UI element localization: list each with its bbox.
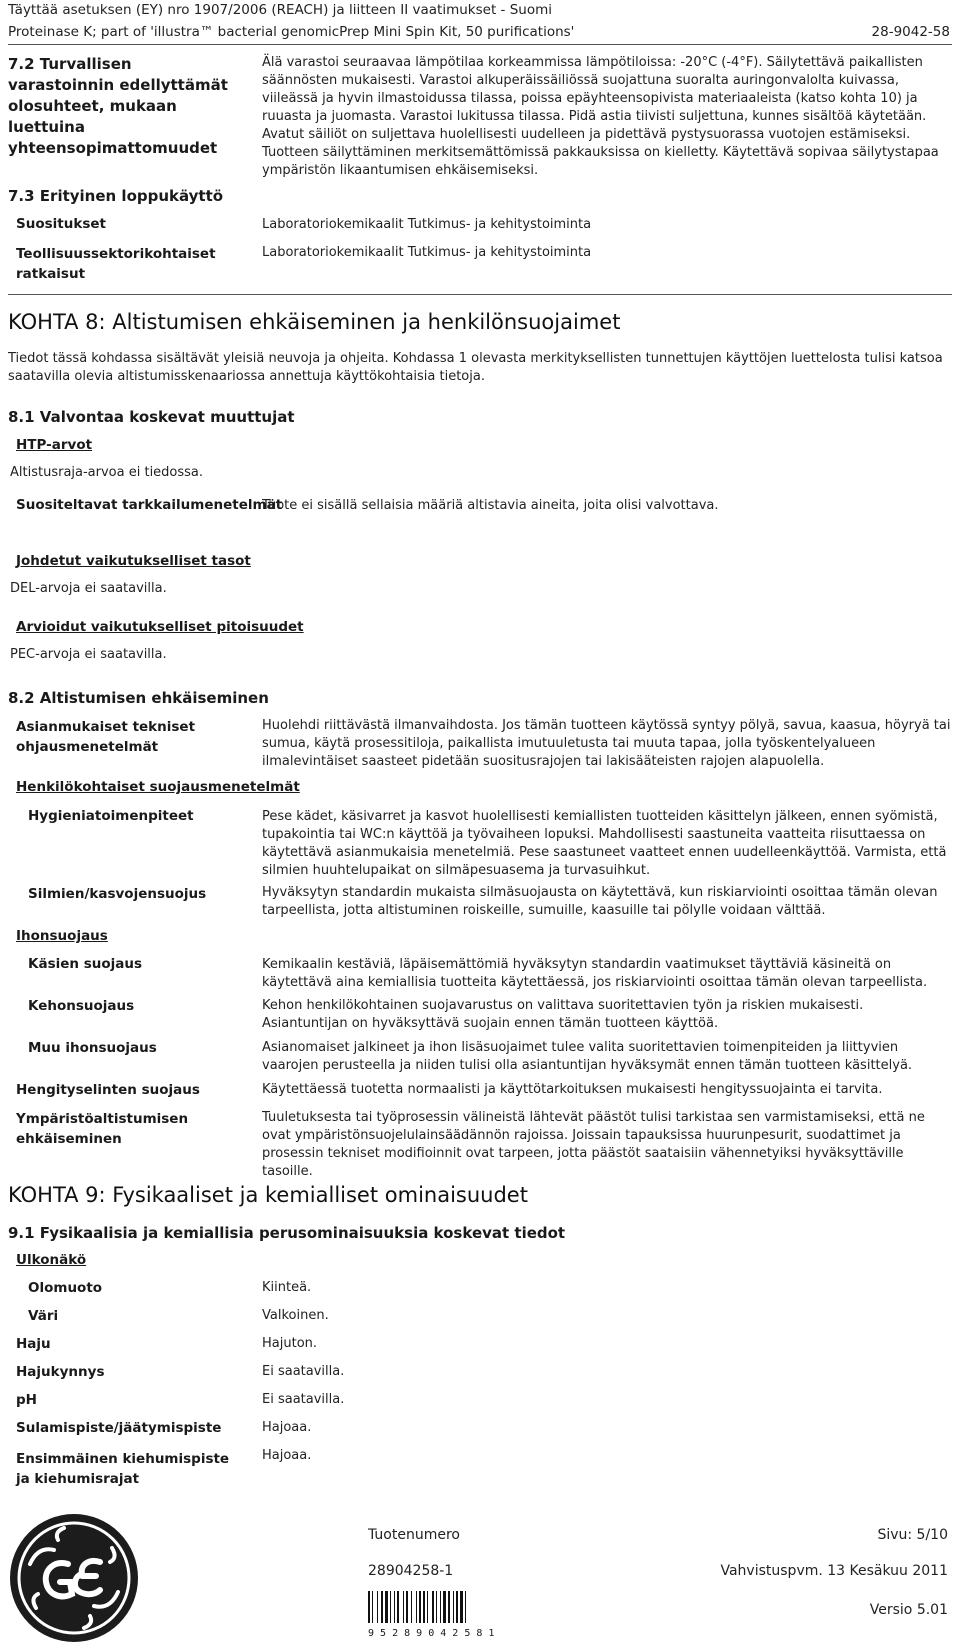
section-8-title: KOHTA 8: Altistumisen ehkäiseminen ja henkilönsuojaimet	[8, 310, 621, 334]
pnec-label: Arvioidut vaikutukselliset pitoisuudet	[16, 619, 304, 635]
odor-label: Haju	[16, 1336, 51, 1352]
product-number-value: 28904258-1	[368, 1563, 454, 1579]
engineering-controls-value: Huolehdi riittävästä ilmanvaihdosta. Jos tämän tuotteen käytössä syntyy pölyä, savua, kaasua, höyryä tai sumua, käytä prosessitiloja, paikallista imutuuletusta tai muuta tapaa, jolla työskentelyalueen ilmalevintäiset saasteet pidetään suositusrajojen tai lakisääteisten rajojen alapuolella.	[262, 718, 951, 769]
validation-date: Vahvistuspvm. 13 Kesäkuu 2011	[720, 1563, 948, 1579]
boiling-point-label: Ensimmäinen kiehumispiste ja kiehumisrajat	[16, 1451, 230, 1487]
hand-protection-label: Käsien suojaus	[28, 956, 143, 972]
physical-state-value: Kiinteä.	[262, 1280, 312, 1295]
barcode	[368, 1591, 504, 1639]
header-product-code: 28-9042-58	[871, 24, 950, 40]
environmental-exposure-value: Tuuletuksesta tai työprosessin välineistä lähtevät päästöt tulisi tarkistaa sen varmistamiseksi, että ne ovat ympäristönsuojelulainsäädännön rajoissa. Joissain tapauksissa huurunpesurit, suodattimet ja prosessin tekniset modifioinnit ovat tarpeen, jotta päästöt saataisiin vähennetyiksi hyväksyttäville tasoille.	[262, 1110, 925, 1179]
engineering-controls-label: Asianmukaiset tekniset ohjausmenetelmät	[16, 719, 196, 755]
section-7-3-label: 7.3 Erityinen loppukäyttö	[8, 187, 224, 205]
ph-value: Ei saatavilla.	[262, 1392, 345, 1407]
dnel-label: Johdetut vaikutukselliset tasot	[16, 553, 251, 569]
header-product-name: Proteinase K; part of 'illustra™ bacterial genomicPrep Mini Spin Kit, 50 purifications'	[8, 24, 575, 40]
section-9-1-label: 9.1 Fysikaalisia ja kemiallisia perusominaisuuksia koskevat tiedot	[8, 1224, 566, 1242]
color-label: Väri	[28, 1308, 59, 1324]
section-divider	[8, 294, 952, 295]
header-regulation: Täyttää asetuksen (EY) nro 1907/2006 (REACH) ja liitteen II vaatimukset - Suomi	[8, 2, 552, 18]
eye-protection-value: Hyväksytyn standardin mukaista silmäsuojausta on käytettävä, kun riskiarviointi osoittaa tämän olevan tarpeellista, jotta altistuminen roiskeille, sumuille, kaasuille tai pölylle voidaan välttää.	[262, 885, 938, 918]
section-9-title: KOHTA 9: Fysikaaliset ja kemialliset ominaisuudet	[8, 1183, 528, 1207]
appearance-label: Ulkonäkö	[16, 1252, 87, 1268]
environmental-exposure-label: Ympäristöaltistumisen ehkäiseminen	[16, 1111, 189, 1147]
section-8-2-label: 8.2 Altistumisen ehkäiseminen	[8, 689, 269, 707]
htp-values-label: HTP-arvot	[16, 437, 93, 453]
respiratory-protection-value: Käytettäessä tuotetta normaalisti ja käyttötarkoituksen mukaisesti hengityssuojainta ei tarvita.	[262, 1082, 883, 1097]
physical-state-label: Olomuoto	[28, 1280, 103, 1296]
section-7-2-label: 7.2 Turvallisen varastoinnin edellyttämät olosuhteet, mukaan luettuina yhteensopimattomuudet	[8, 55, 228, 157]
ppe-label: Henkilökohtaiset suojausmenetelmät	[16, 779, 300, 795]
ph-label: pH	[16, 1392, 37, 1408]
section-8-intro: Tiedot tässä kohdassa sisältävät yleisiä neuvoja ja ohjeita. Kohdassa 1 olevasta merkityksellisten tunnettujen käyttöjen luettelosta tulisi katsoa saatavilla olevia altistumisskenaariossa annettuja käyttökohtaisia tietoja.	[8, 351, 943, 384]
hand-protection-value: Kemikaalin kestäviä, läpäisemättömiä hyväksytyn standardin vaatimukset täyttäviä käsineitä on käytettävä aina kemiallisia tuotteita käytettäessä, jos riskiarviointi osoittaa tämän olevan tarpeellista.	[262, 957, 928, 990]
barcode-icon	[368, 1591, 504, 1623]
skin-protection-label: Ihonsuojaus	[16, 928, 108, 944]
industrial-solutions-value: Laboratoriokemikaalit Tutkimus- ja kehitystoiminta	[262, 245, 592, 260]
recommendations-label: Suositukset	[16, 216, 106, 232]
section-8-1-label: 8.1 Valvontaa koskevat muuttujat	[8, 408, 295, 426]
melting-point-label: Sulamispiste/jäätymispiste	[16, 1420, 222, 1436]
other-skin-protection-label: Muu ihonsuojaus	[28, 1040, 157, 1056]
section-7-2-text: Älä varastoi seuraavaa lämpötilaa korkeammissa lämpötiloissa: -20°C (-4°F). Säilytettävä paikallisten säännösten mukaisesti. Varastoi alkuperäissäiliössä suojattuna suoralta auringonvalolta kuivassa, viileässä ja hyvin ilmastoidussa tilassa, poissa epäyhteensopivista materiaaleista (katso kohta 10) ja ruuasta ja juomasta. Varastoi lukitussa tilassa. Pidä astia tiivisti suljettuna, kunnes sisältöä käytetään. Avatut säiliöt on suljettava huolellisesti uudelleen ja pidettävä pystysuorassa vuotojen estämiseksi. Tuotteen säilyttäminen merkitsemättömissä pakkauksissa on kielletty. Käytettävä sopivaa säilytystapaa ympäristön likaantumisen ehkäisemiseksi.	[262, 55, 939, 178]
version: Versio 5.01	[869, 1602, 948, 1618]
body-protection-label: Kehonsuojaus	[28, 998, 135, 1014]
hygiene-value: Pese kädet, käsivarret ja kasvot huolellisesti kemiallisten tuotteiden käsittelyn jälkeen, ennen syömistä, tupakointia tai WC:n käyttöä ja työvaiheen lopuksi. Mahdollisesti saastuneita vaatteita riisuttaessa on käytettävä asianmukaisia menetelmiä. Pese saastuneet vaatteet ennen uudelleenkäyttöä. Varmista, että silmien huuhtelupaikat on silmäpesuasema ja turvasuihkut.	[262, 809, 947, 878]
boiling-point-value: Hajoaa.	[262, 1448, 312, 1463]
dnel-value: DEL-arvoja ei saatavilla.	[10, 581, 167, 596]
ge-logo-icon	[8, 1512, 140, 1644]
other-skin-protection-value: Asianomaiset jalkineet ja ihon lisäsuojaimet tulee valita suoritettavien toimenpiteiden ja liittyvien vaarojen perusteella ja niiden tulisi olla asiantuntijan hyväksymät ennen tämän tuotteen käsittelyä.	[262, 1040, 913, 1073]
page-number: Sivu: 5/10	[877, 1527, 948, 1543]
pnec-value: PEC-arvoja ei saatavilla.	[10, 647, 167, 662]
industrial-solutions-label: Teollisuussektorikohtaiset ratkaisut	[16, 246, 216, 282]
htp-values-value: Altistusraja-arvoa ei tiedossa.	[10, 465, 204, 480]
odor-value: Hajuton.	[262, 1336, 318, 1351]
barcode-digits: 9 5 2 8 9 0 4 2 5 8 1	[368, 1628, 495, 1639]
ge-logo	[8, 1512, 140, 1644]
body-protection-value: Kehon henkilökohtainen suojavarustus on valittava suoritettavien työn ja riskien mukaisesti. Asiantuntijan on hyväksyttävä suojain ennen tämän tuotteen käyttöä.	[262, 998, 864, 1031]
color-value: Valkoinen.	[262, 1308, 329, 1323]
product-number-label: Tuotenumero	[368, 1527, 460, 1543]
hygiene-label: Hygieniatoimenpiteet	[28, 808, 194, 824]
odor-threshold-label: Hajukynnys	[16, 1364, 105, 1380]
eye-protection-label: Silmien/kasvojensuojus	[28, 886, 207, 902]
monitoring-value: Tuote ei sisällä sellaisia määriä altistavia aineita, joita olisi valvottava.	[262, 498, 719, 513]
respiratory-protection-label: Hengityselinten suojaus	[16, 1082, 200, 1098]
monitoring-label: Suositeltavat tarkkailumenetelmät	[16, 497, 283, 513]
melting-point-value: Hajoaa.	[262, 1420, 312, 1435]
recommendations-value: Laboratoriokemikaalit Tutkimus- ja kehitystoiminta	[262, 217, 592, 232]
odor-threshold-value: Ei saatavilla.	[262, 1364, 345, 1379]
header-divider	[8, 44, 952, 45]
